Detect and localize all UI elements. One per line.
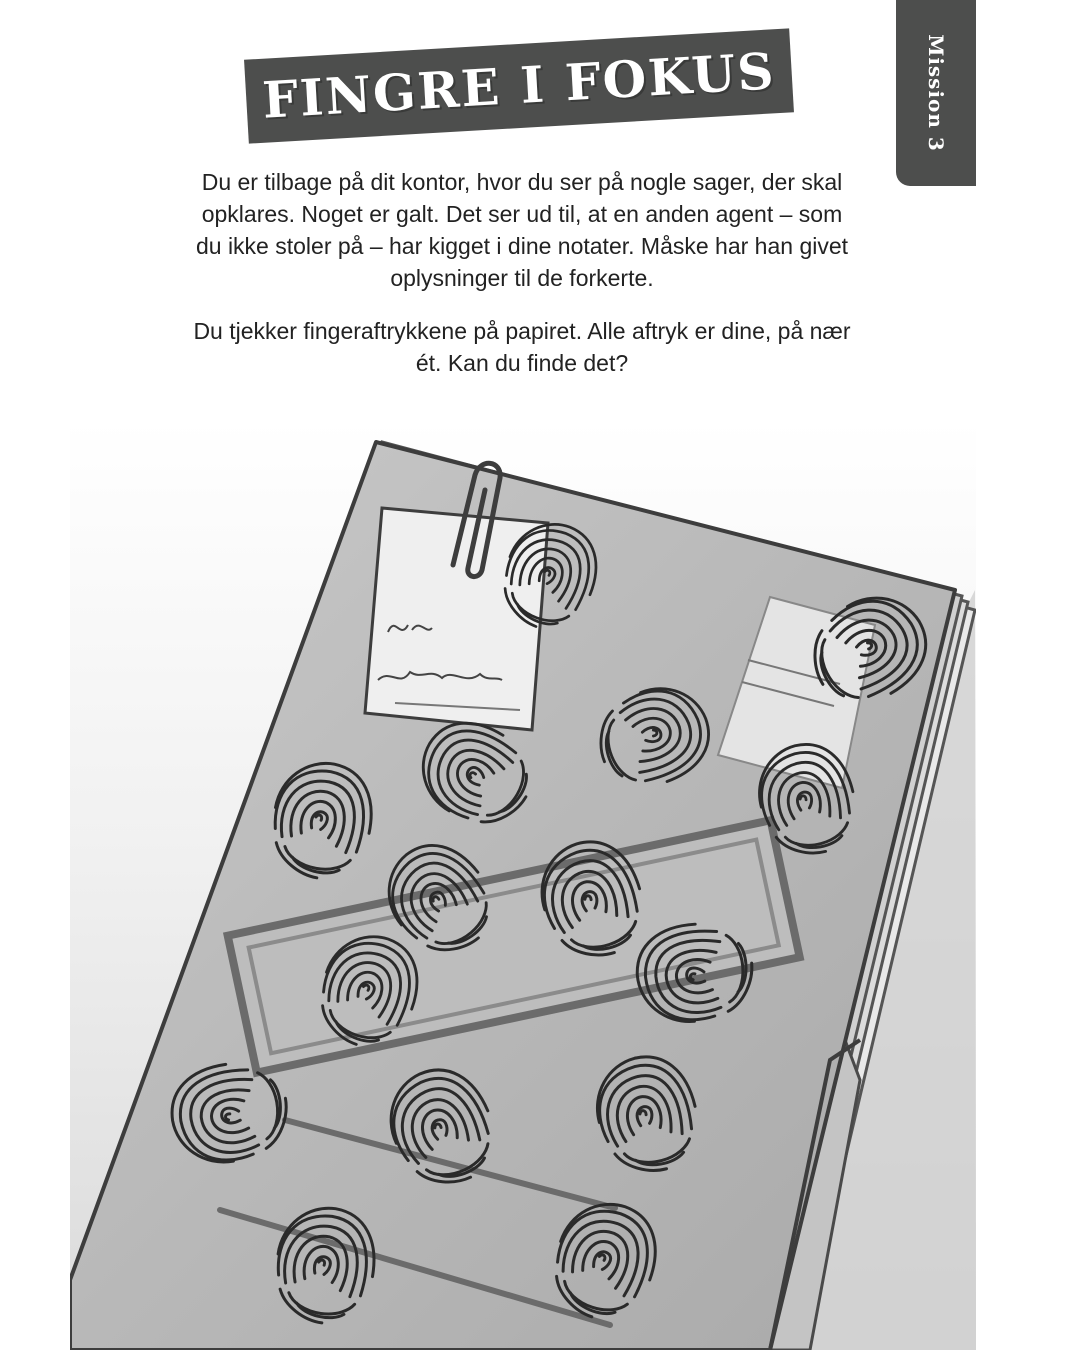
page-title: FINGRE I FOKUS <box>260 41 778 130</box>
intro-paragraph-1: Du er tilbage på dit kontor, hvor du ser på nogle sager, der skal opklares. Noget er galt. Det ser ud til, at en anden agent – som du ikke stoler på – har kigget i dine notater. Måske har han givet oplysninger til de forkerte. <box>195 169 849 291</box>
title-banner <box>244 28 794 143</box>
mission-tab-label: Mission 3 <box>924 34 948 152</box>
case-folder-illustration <box>70 420 976 1350</box>
intro-paragraph-2: Du tjekker fingeraftrykkene på papiret. Alle aftryk er dine, på nær ét. Kan du finde det? <box>193 318 851 376</box>
mission-tab <box>896 0 976 186</box>
intro-text <box>190 166 854 400</box>
